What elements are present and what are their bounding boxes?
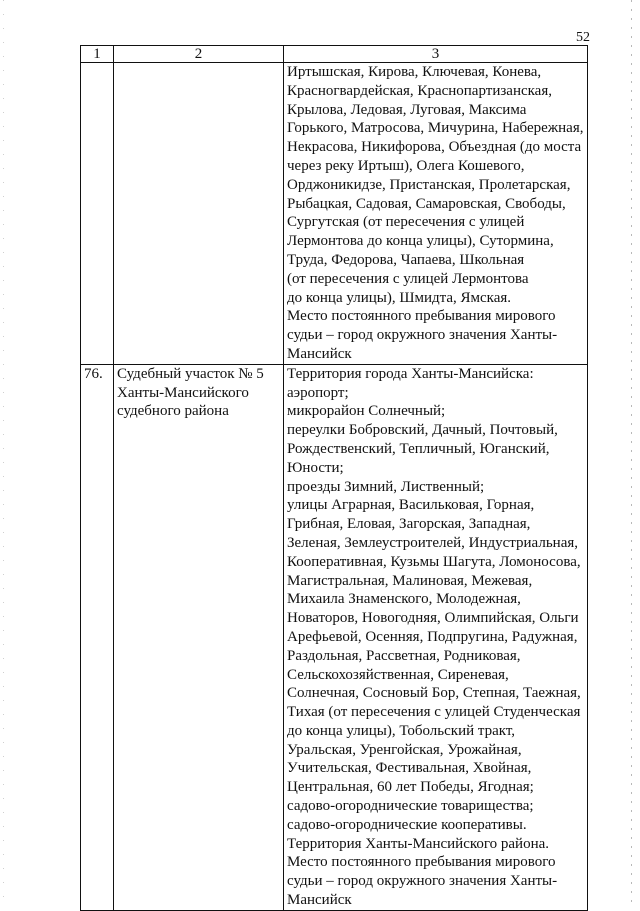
column-header-number: 1 xyxy=(81,46,114,63)
court-districts-table xyxy=(80,45,588,911)
row-number: 76. xyxy=(81,364,114,910)
row-territory: Территория города Ханты-Мансийска: аэропорт; микрорайон Солнечный; переулки Бобровский, Дачный, Почтовый, Рождественский, Тепличный, Юганский, Юности; проезды Зимний, Лиственный; улицы Аграрная, Васильковая, Горная, Грибная, Еловая, Загорская, Западная, Зеленая, Землеустроителей, Индустриальная, Кооперативная, Кузьмы Шагута, Ломоносова, Магистральная, Малиновая, Межевая, Михаила Знаменского, Молодежная, Новаторов, Новогодняя, Олимпийская, Ольги Арефьевой, Осенняя, Подпругина, Радужная, Раздольная, Рассветная, Родниковая, Сельскохозяйственная, Сиреневая, Солнечная, Сосновый Бор, Степная, Таежная, Тихая (от пересечения с улицей Студенческая до конца улицы), Тобольский тракт, Уральская, Уренгойская, Урожайная, Учительская, Фестивальная, Хвойная, Центральная, 60 лет Победы, Ягодная; садово-огороднические товарищества; садово-огороднические кооперативы. Территория Ханты-Мансийского района. Место постоянного пребывания мирового судьи – город окружного значения Ханты- Мансийск xyxy=(284,364,588,910)
row-district: Судебный участок № 5 Ханты-Мансийского судебного района xyxy=(114,364,284,910)
row-territory: Иртышская, Кирова, Ключевая, Конева, Красногвардейская, Краснопартизанская, Крылова, Ледовая, Луговая, Максима Горького, Матросова, Мичурина, Набережная, Некрасова, Никифорова, Объездная (до моста через реку Иртыш), Олега Кошевого, Орджоникидзе, Пристанская, Пролетарская, Рыбацкая, Садовая, Самаровская, Свободы, Сургутская (от пересечения с улицей Лермонтова до конца улицы), Сутормина, Труда, Федорова, Чапаева, Школьная (от пересечения с улицей Лермонтова до конца улицы), Шмидта, Ямская. Место постоянного пребывания мирового судьи – город окружного значения Ханты- Мансийск xyxy=(284,63,588,365)
table-row xyxy=(81,364,588,910)
scan-edge-left xyxy=(3,0,4,905)
column-header-territory: 3 xyxy=(284,46,588,63)
row-number xyxy=(81,63,114,365)
table-header-row xyxy=(81,46,588,63)
scan-edge-right xyxy=(631,0,632,905)
page-number: 52 xyxy=(576,30,590,45)
row-district xyxy=(114,63,284,365)
column-header-district: 2 xyxy=(114,46,284,63)
table-row xyxy=(81,63,588,365)
